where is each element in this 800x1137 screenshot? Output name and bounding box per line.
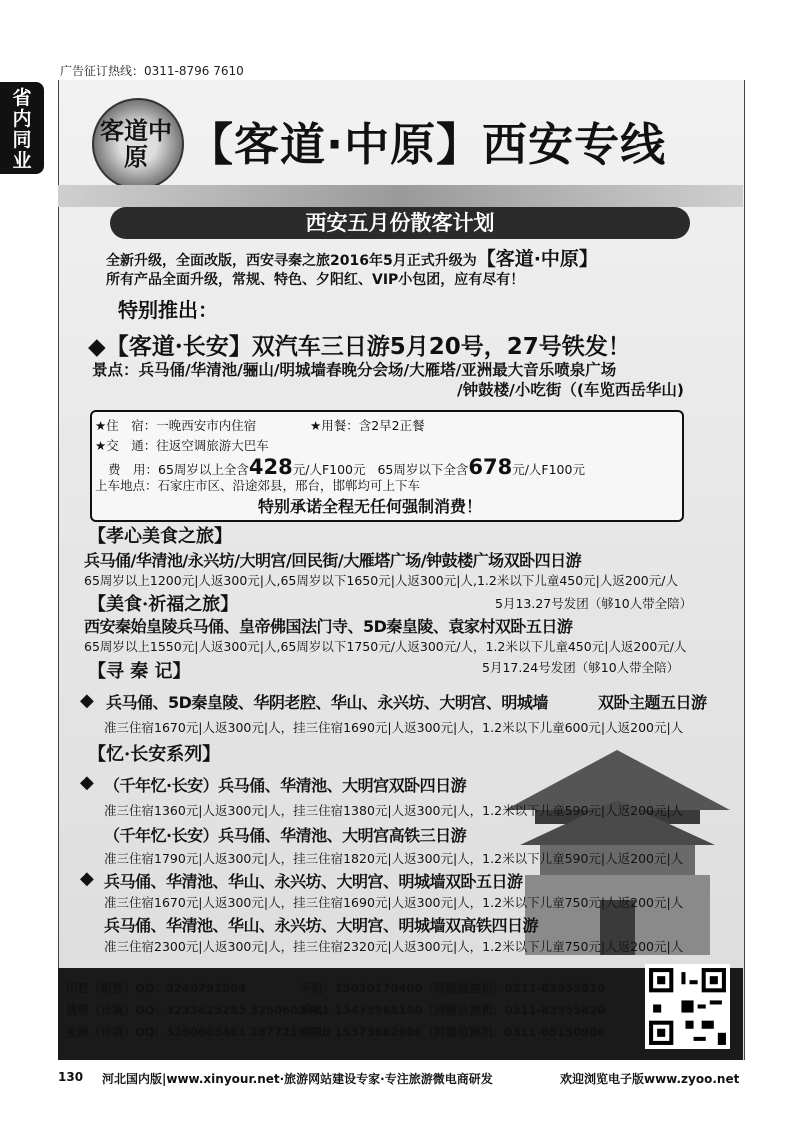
page-number: 130 [58,1070,84,1084]
contact-mobile: 手机：15373682906（同微信） [300,1025,481,1039]
intro-line2: 所有产品全面升级，常规、特色、夕阳红、VIP小包团，应有尽有！ [106,272,525,288]
sights-line1: 景点：兵马俑/华清池/骊山/明城墙春晚分会场/大雁塔/亚洲最大音乐喷泉广场 [92,361,617,379]
route-line: （千年忆·长安）兵马俑、华清池、大明宫高铁三日游 [104,826,467,845]
diamond-bullet-icon: ◆ [88,334,106,360]
route-line: 兵马俑、华清池、华山、永兴坊、大明宫、明城墙双卧五日游 [104,872,523,891]
price-line: 65周岁以上1200元|人返300元|人,65周岁以下1650元|人返300元|人,1.2米以下儿童450元|人返200元/人 [84,573,678,588]
intro-text [106,250,598,290]
sights-list [92,360,742,400]
route-tail: 双卧主题五日游 [598,693,707,712]
intro-brand: 【客道·中原】 [476,248,598,270]
route-line: 西安秦始皇陵兵马俑、皇帝佛国法门寺、5D秦皇陵、袁家村双卧五日游 [84,617,573,636]
section-side-tab [0,82,44,174]
plan-banner: 西安五月份散客计划 [110,207,690,239]
fee-above-unit: 元/人F100元 [292,462,366,477]
departure-note: 5月17.24号发团（够10人带全陪） [482,660,680,675]
contact-name: 姚瑶（计调）QQ：3233625283 3260603461 [66,1003,331,1017]
info-transport: ★交 通：往返空调旅游大巴车 [95,438,269,453]
featured-brand: 【客道·长安】 [105,333,252,360]
price-line: 准三住宿1670元|人返300元|人，挂三住宿1690元|人返300元|人，1.2米以下儿童600元|人返200元|人 [104,720,684,735]
sights-line2: /钟鼓楼/小吃街（(车览西岳华山) [457,381,684,399]
fee-below-label: 65周岁以下全含 [377,462,469,477]
diamond-bullet-icon: ◆ [80,690,94,711]
side-tab-char: 省 [12,87,32,109]
side-tab-char: 内 [12,108,32,130]
footer-right-text: 欢迎浏览电子版www.zyoo.net [560,1072,740,1086]
contact-landline: 座机：0311-83955820 [470,1003,606,1017]
contact-name: 田哲（销售）QQ：3240791864 [66,981,247,995]
intro-line1: 全新升级，全面改版，西安寻秦之旅2016年5月正式升级为 [106,253,477,269]
section-title: 【孝心美食之旅】 [88,526,232,547]
info-pickup: 上车地点：石家庄市区、沿途郊县，邢台，邯郸均可上下车 [95,478,421,493]
diamond-bullet-icon: ◆ [80,772,94,793]
route-line: 兵马俑、华清池、华山、永兴坊、大明宫、明城墙双高铁四日游 [104,916,539,935]
info-stay: ★住 宿：一晚西安市内住宿 [95,418,257,433]
featured-tour [88,328,631,361]
contact-name: 张琳（计调）QQ：3260603461 2877219620 [66,1025,331,1039]
section-title: 【美食·祈福之旅】 [88,594,239,615]
departure-note: 5月13.27号发团（够10人带全陪） [495,596,693,611]
price-line: 准三住宿1360元|人返300元|人，挂三住宿1380元|人返300元|人，1.2米以下儿童590元|人返200元|人 [104,803,684,818]
contact-mobile: 手机：15030170400（同微信） [300,981,481,995]
fee-above-price: 428 [248,455,293,479]
header-band [58,185,743,207]
contact-landline: 座机：0311-85150906 [470,1025,606,1039]
price-line: 准三住宿1670元|人返300元|人，挂三住宿1690元|人返300元|人，1.2米以下儿童750元|人返200元|人 [104,895,684,910]
logo-text: 客道中原 [100,116,172,171]
fee-label: 费 用：65周岁以上全含 [108,462,249,477]
footer-left-text: 河北国内版|www.xinyour.net·旅游网站建设专家·专注旅游微电商研发 [102,1072,493,1086]
side-tab-char: 同 [12,129,32,151]
price-line: 65周岁以上1550元|人返300元|人,65周岁以下1750元/人返300元/人，1.2米以下儿童450元|人返200元/人 [84,639,687,654]
ad-hotline: 广告征订热线：0311-8796 7610 [60,64,244,78]
route-line: 兵马俑/华清池/永兴坊/大明宫/回民街/大雁塔广场/钟鼓楼广场双卧四日游 [84,551,582,570]
main-title: 【客道·中原】西安专线 [188,118,667,171]
side-tab-char: 业 [12,150,32,172]
qr-code-icon[interactable] [645,964,730,1049]
route-line: （千年忆·长安）兵马俑、华清池、大明宫双卧四日游 [104,776,467,795]
section-title: 【忆·长安系列】 [88,744,221,765]
featured-text: 双汽车三日游5月20号，27号铁发！ [251,334,631,360]
info-meals: ★用餐：含2早2正餐 [310,418,425,433]
fee-below-unit: 元/人F100元 [512,462,585,477]
route-line: 兵马俑、5D秦皇陵、华阴老腔、华山、永兴坊、大明宫、明城墙 [106,693,548,712]
section-title: 【寻 秦 记】 [88,661,191,682]
info-promise: 特别承诺全程无任何强制消费！ [258,497,483,516]
price-line: 准三住宿1790元|人返300元|人，挂三住宿1820元|人返300元|人，1.2米以下儿童590元|人返200元|人 [104,851,684,866]
contact-mobile: 手机：13473968100（同微信） [300,1003,481,1017]
diamond-bullet-icon: ◆ [80,868,94,889]
price-line: 准三住宿2300元|人返300元|人，挂三住宿2320元|人返300元|人，1.2米以下儿童750元|人返200元|人 [104,939,684,954]
fee-below-price: 678 [468,455,513,479]
contact-landline: 座机：0311-83955810 [470,981,606,995]
special-label: 特别推出： [118,298,218,322]
